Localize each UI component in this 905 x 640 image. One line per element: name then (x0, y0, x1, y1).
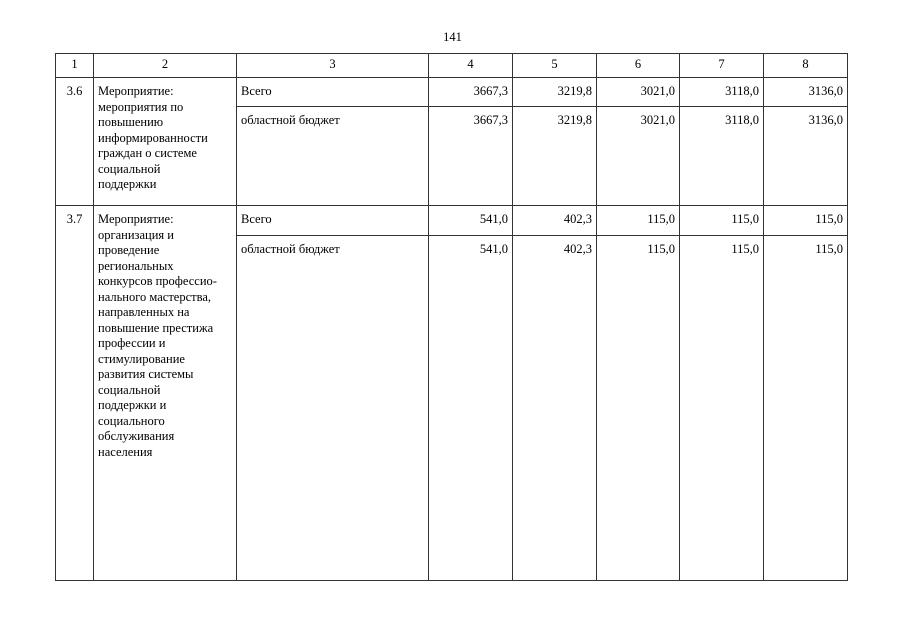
column-header: 3 (237, 54, 429, 78)
value-cell: 3219,8 (513, 78, 597, 107)
table-row (56, 78, 848, 107)
value-cell: 402,3 (513, 236, 597, 581)
funding-source: областной бюджет (237, 107, 429, 206)
value-cell: 3021,0 (597, 107, 680, 206)
funding-source: Всего (237, 78, 429, 107)
column-header: 1 (56, 54, 94, 78)
column-header: 6 (597, 54, 680, 78)
value-cell: 402,3 (513, 206, 597, 236)
row-code: 3.7 (56, 206, 94, 581)
value-cell: 3021,0 (597, 78, 680, 107)
value-cell: 115,0 (764, 206, 848, 236)
column-header: 7 (680, 54, 764, 78)
budget-table (55, 53, 848, 581)
column-header: 5 (513, 54, 597, 78)
column-header: 8 (764, 54, 848, 78)
value-cell: 3136,0 (764, 107, 848, 206)
table-header-row (56, 54, 848, 78)
value-cell: 115,0 (680, 206, 764, 236)
value-cell: 115,0 (597, 236, 680, 581)
value-cell: 3219,8 (513, 107, 597, 206)
funding-source: Всего (237, 206, 429, 236)
page-number: 141 (443, 30, 462, 44)
value-cell: 115,0 (764, 236, 848, 581)
column-header: 2 (94, 54, 237, 78)
row-description: Мероприятие: мероприятия по повышению информированности граждан о системе социальной поддержки (94, 78, 237, 206)
value-cell: 3667,3 (429, 107, 513, 206)
value-cell: 541,0 (429, 206, 513, 236)
row-description: Мероприятие: организация и проведение региональных конкурсов профессио- нального мастерства, направленных на повышение престижа профессии и стимулирование развития системы социальной поддержки и социального обслуживания населения (94, 206, 237, 581)
row-code: 3.6 (56, 78, 94, 206)
funding-source: областной бюджет (237, 236, 429, 581)
table-row (56, 206, 848, 236)
value-cell: 541,0 (429, 236, 513, 581)
value-cell: 3118,0 (680, 107, 764, 206)
value-cell: 3667,3 (429, 78, 513, 107)
value-cell: 115,0 (680, 236, 764, 581)
value-cell: 115,0 (597, 206, 680, 236)
column-header: 4 (429, 54, 513, 78)
value-cell: 3136,0 (764, 78, 848, 107)
value-cell: 3118,0 (680, 78, 764, 107)
